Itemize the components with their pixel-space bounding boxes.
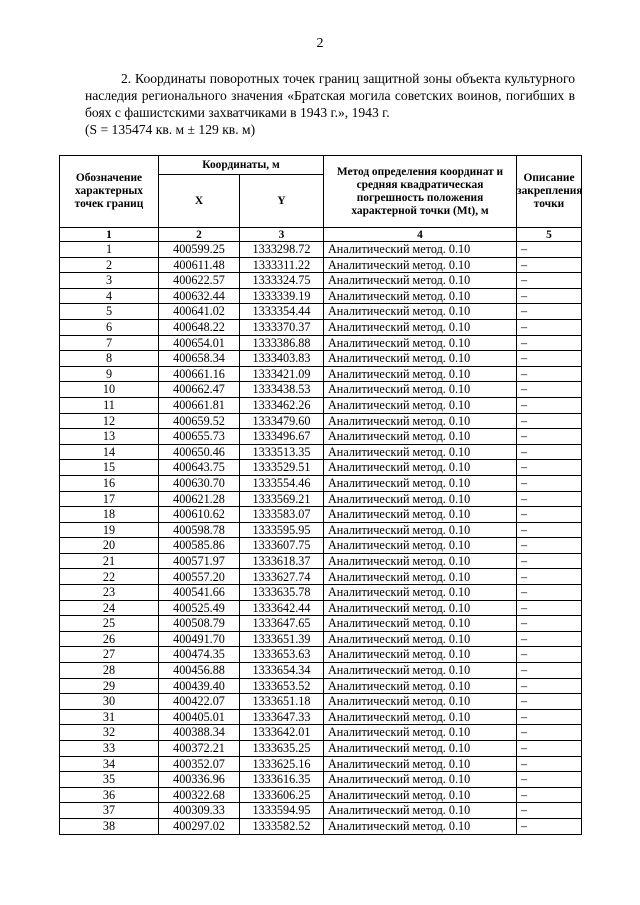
coord-x-cell: 400654.01 xyxy=(159,335,240,351)
point-id-cell: 11 xyxy=(60,397,159,413)
description-cell: – xyxy=(517,242,582,258)
method-cell: Аналитический метод. 0.10 xyxy=(324,444,517,460)
method-cell: Аналитический метод. 0.10 xyxy=(324,491,517,507)
table-row xyxy=(60,366,582,382)
method-cell: Аналитический метод. 0.10 xyxy=(324,787,517,803)
section-heading xyxy=(85,70,575,138)
header-point: Обозначение характерных точек границ xyxy=(60,156,159,228)
coord-y-cell: 1333625.16 xyxy=(240,756,324,772)
coord-x-cell: 400659.52 xyxy=(159,413,240,429)
description-cell: – xyxy=(517,257,582,273)
coord-y-cell: 1333642.44 xyxy=(240,600,324,616)
coord-y-cell: 1333651.39 xyxy=(240,631,324,647)
coord-y-cell: 1333653.52 xyxy=(240,678,324,694)
description-cell: – xyxy=(517,647,582,663)
coord-y-cell: 1333595.95 xyxy=(240,522,324,538)
table-row xyxy=(60,600,582,616)
point-id-cell: 34 xyxy=(60,756,159,772)
method-cell: Аналитический метод. 0.10 xyxy=(324,756,517,772)
description-cell: – xyxy=(517,522,582,538)
description-cell: – xyxy=(517,756,582,772)
description-cell: – xyxy=(517,335,582,351)
table-row xyxy=(60,460,582,476)
coord-y-cell: 1333479.60 xyxy=(240,413,324,429)
table-row xyxy=(60,397,582,413)
coord-x-cell: 400610.62 xyxy=(159,507,240,523)
description-cell: – xyxy=(517,288,582,304)
coord-y-cell: 1333607.75 xyxy=(240,538,324,554)
column-number: 3 xyxy=(240,228,324,242)
method-cell: Аналитический метод. 0.10 xyxy=(324,257,517,273)
point-id-cell: 23 xyxy=(60,585,159,601)
method-cell: Аналитический метод. 0.10 xyxy=(324,522,517,538)
table-row xyxy=(60,787,582,803)
coord-y-cell: 1333642.01 xyxy=(240,725,324,741)
coord-y-cell: 1333618.37 xyxy=(240,553,324,569)
table-row xyxy=(60,491,582,507)
description-cell: – xyxy=(517,351,582,367)
table-row xyxy=(60,475,582,491)
point-id-cell: 10 xyxy=(60,382,159,398)
description-cell: – xyxy=(517,787,582,803)
point-id-cell: 17 xyxy=(60,491,159,507)
coord-x-cell: 400648.22 xyxy=(159,319,240,335)
table-row xyxy=(60,756,582,772)
coord-y-cell: 1333386.88 xyxy=(240,335,324,351)
coord-x-cell: 400422.07 xyxy=(159,694,240,710)
coord-y-cell: 1333647.65 xyxy=(240,616,324,632)
description-cell: – xyxy=(517,460,582,476)
table-row xyxy=(60,507,582,523)
table-row xyxy=(60,335,582,351)
table-row xyxy=(60,273,582,289)
coord-y-cell: 1333496.67 xyxy=(240,429,324,445)
method-cell: Аналитический метод. 0.10 xyxy=(324,709,517,725)
method-cell: Аналитический метод. 0.10 xyxy=(324,647,517,663)
coord-x-cell: 400630.70 xyxy=(159,475,240,491)
coord-x-cell: 400474.35 xyxy=(159,647,240,663)
point-id-cell: 2 xyxy=(60,257,159,273)
method-cell: Аналитический метод. 0.10 xyxy=(324,273,517,289)
method-cell: Аналитический метод. 0.10 xyxy=(324,382,517,398)
method-cell: Аналитический метод. 0.10 xyxy=(324,319,517,335)
method-cell: Аналитический метод. 0.10 xyxy=(324,413,517,429)
method-cell: Аналитический метод. 0.10 xyxy=(324,242,517,258)
description-cell: – xyxy=(517,616,582,632)
coord-x-cell: 400571.97 xyxy=(159,553,240,569)
description-cell: – xyxy=(517,475,582,491)
method-cell: Аналитический метод. 0.10 xyxy=(324,397,517,413)
coord-x-cell: 400405.01 xyxy=(159,709,240,725)
coord-x-cell: 400643.75 xyxy=(159,460,240,476)
coord-y-cell: 1333462.26 xyxy=(240,397,324,413)
table-row xyxy=(60,553,582,569)
description-cell: – xyxy=(517,694,582,710)
coord-x-cell: 400352.07 xyxy=(159,756,240,772)
table-row xyxy=(60,585,582,601)
column-number: 1 xyxy=(60,228,159,242)
point-id-cell: 30 xyxy=(60,694,159,710)
point-id-cell: 19 xyxy=(60,522,159,538)
coord-x-cell: 400372.21 xyxy=(159,741,240,757)
description-cell: – xyxy=(517,319,582,335)
point-id-cell: 20 xyxy=(60,538,159,554)
description-cell: – xyxy=(517,663,582,679)
method-cell: Аналитический метод. 0.10 xyxy=(324,475,517,491)
coord-y-cell: 1333324.75 xyxy=(240,273,324,289)
point-id-cell: 24 xyxy=(60,600,159,616)
coord-y-cell: 1333647.33 xyxy=(240,709,324,725)
coord-y-cell: 1333606.25 xyxy=(240,787,324,803)
description-cell: – xyxy=(517,491,582,507)
method-cell: Аналитический метод. 0.10 xyxy=(324,351,517,367)
column-number: 2 xyxy=(159,228,240,242)
description-cell: – xyxy=(517,741,582,757)
point-id-cell: 22 xyxy=(60,569,159,585)
coord-x-cell: 400622.57 xyxy=(159,273,240,289)
description-cell: – xyxy=(517,709,582,725)
description-cell: – xyxy=(517,585,582,601)
coord-x-cell: 400585.86 xyxy=(159,538,240,554)
header-coordinates: Координаты, м xyxy=(159,156,324,175)
coord-x-cell: 400557.20 xyxy=(159,569,240,585)
description-cell: – xyxy=(517,273,582,289)
coord-x-cell: 400598.78 xyxy=(159,522,240,538)
table-row xyxy=(60,741,582,757)
point-id-cell: 15 xyxy=(60,460,159,476)
table-row xyxy=(60,694,582,710)
point-id-cell: 29 xyxy=(60,678,159,694)
coord-x-cell: 400541.66 xyxy=(159,585,240,601)
point-id-cell: 4 xyxy=(60,288,159,304)
table-row xyxy=(60,444,582,460)
method-cell: Аналитический метод. 0.10 xyxy=(324,725,517,741)
coord-x-cell: 400309.33 xyxy=(159,803,240,819)
description-cell: – xyxy=(517,366,582,382)
method-cell: Аналитический метод. 0.10 xyxy=(324,616,517,632)
description-cell: – xyxy=(517,397,582,413)
coord-y-cell: 1333654.34 xyxy=(240,663,324,679)
coord-y-cell: 1333627.74 xyxy=(240,569,324,585)
method-cell: Аналитический метод. 0.10 xyxy=(324,772,517,788)
coord-y-cell: 1333421.09 xyxy=(240,366,324,382)
coord-x-cell: 400650.46 xyxy=(159,444,240,460)
table-row xyxy=(60,413,582,429)
point-id-cell: 14 xyxy=(60,444,159,460)
coord-y-cell: 1333370.37 xyxy=(240,319,324,335)
coord-x-cell: 400661.81 xyxy=(159,397,240,413)
method-cell: Аналитический метод. 0.10 xyxy=(324,538,517,554)
table-row xyxy=(60,382,582,398)
table-row xyxy=(60,569,582,585)
table-row xyxy=(60,709,582,725)
coord-x-cell: 400336.96 xyxy=(159,772,240,788)
coord-y-cell: 1333311.22 xyxy=(240,257,324,273)
point-id-cell: 32 xyxy=(60,725,159,741)
coord-x-cell: 400611.48 xyxy=(159,257,240,273)
point-id-cell: 16 xyxy=(60,475,159,491)
method-cell: Аналитический метод. 0.10 xyxy=(324,585,517,601)
coord-x-cell: 400655.73 xyxy=(159,429,240,445)
point-id-cell: 6 xyxy=(60,319,159,335)
point-id-cell: 33 xyxy=(60,741,159,757)
coord-x-cell: 400491.70 xyxy=(159,631,240,647)
method-cell: Аналитический метод. 0.10 xyxy=(324,631,517,647)
coord-y-cell: 1333635.25 xyxy=(240,741,324,757)
method-cell: Аналитический метод. 0.10 xyxy=(324,288,517,304)
table-row xyxy=(60,616,582,632)
point-id-cell: 9 xyxy=(60,366,159,382)
description-cell: – xyxy=(517,631,582,647)
header-description: Описание закрепления точки xyxy=(517,156,582,228)
table-row xyxy=(60,522,582,538)
coord-x-cell: 400456.88 xyxy=(159,663,240,679)
coord-y-cell: 1333554.46 xyxy=(240,475,324,491)
point-id-cell: 21 xyxy=(60,553,159,569)
coord-x-cell: 400297.02 xyxy=(159,818,240,834)
heading-text: 2. Координаты поворотных точек границ защитной зоны объекта культурного наследия регионального значения «Братская могила советских воинов, погибших в боях с фашистскими захватчиками в 1943 г.», 1943 г. xyxy=(85,71,575,120)
point-id-cell: 36 xyxy=(60,787,159,803)
coord-y-cell: 1333529.51 xyxy=(240,460,324,476)
point-id-cell: 26 xyxy=(60,631,159,647)
table-row xyxy=(60,257,582,273)
method-cell: Аналитический метод. 0.10 xyxy=(324,335,517,351)
description-cell: – xyxy=(517,803,582,819)
point-id-cell: 8 xyxy=(60,351,159,367)
coord-x-cell: 400599.25 xyxy=(159,242,240,258)
coord-y-cell: 1333616.35 xyxy=(240,772,324,788)
coord-y-cell: 1333403.83 xyxy=(240,351,324,367)
description-cell: – xyxy=(517,818,582,834)
table-row xyxy=(60,818,582,834)
method-cell: Аналитический метод. 0.10 xyxy=(324,741,517,757)
table-row xyxy=(60,772,582,788)
coordinates-table xyxy=(59,155,582,835)
method-cell: Аналитический метод. 0.10 xyxy=(324,366,517,382)
coord-y-cell: 1333298.72 xyxy=(240,242,324,258)
description-cell: – xyxy=(517,444,582,460)
point-id-cell: 18 xyxy=(60,507,159,523)
coord-x-cell: 400322.68 xyxy=(159,787,240,803)
table-row xyxy=(60,647,582,663)
column-number: 4 xyxy=(324,228,517,242)
description-cell: – xyxy=(517,429,582,445)
coord-x-cell: 400388.34 xyxy=(159,725,240,741)
coord-y-cell: 1333513.35 xyxy=(240,444,324,460)
table-row xyxy=(60,631,582,647)
description-cell: – xyxy=(517,507,582,523)
table-row xyxy=(60,663,582,679)
description-cell: – xyxy=(517,725,582,741)
point-id-cell: 38 xyxy=(60,818,159,834)
header-x: X xyxy=(159,175,240,228)
coord-y-cell: 1333594.95 xyxy=(240,803,324,819)
table-row xyxy=(60,319,582,335)
coord-x-cell: 400632.44 xyxy=(159,288,240,304)
method-cell: Аналитический метод. 0.10 xyxy=(324,460,517,476)
table-row xyxy=(60,288,582,304)
method-cell: Аналитический метод. 0.10 xyxy=(324,304,517,320)
header-method: Метод определения координат и средняя квадратическая погрешность положения характерной точки (Mt), м xyxy=(324,156,517,228)
coord-y-cell: 1333635.78 xyxy=(240,585,324,601)
coord-y-cell: 1333651.18 xyxy=(240,694,324,710)
method-cell: Аналитический метод. 0.10 xyxy=(324,553,517,569)
description-cell: – xyxy=(517,553,582,569)
table-row xyxy=(60,351,582,367)
coord-y-cell: 1333569.21 xyxy=(240,491,324,507)
column-number: 5 xyxy=(517,228,582,242)
coord-y-cell: 1333653.63 xyxy=(240,647,324,663)
method-cell: Аналитический метод. 0.10 xyxy=(324,663,517,679)
point-id-cell: 12 xyxy=(60,413,159,429)
method-cell: Аналитический метод. 0.10 xyxy=(324,818,517,834)
coord-x-cell: 400621.28 xyxy=(159,491,240,507)
table-row xyxy=(60,725,582,741)
coord-y-cell: 1333438.53 xyxy=(240,382,324,398)
method-cell: Аналитический метод. 0.10 xyxy=(324,569,517,585)
method-cell: Аналитический метод. 0.10 xyxy=(324,600,517,616)
heading-area: (S = 135474 кв. м ± 129 кв. м) xyxy=(85,122,256,137)
description-cell: – xyxy=(517,600,582,616)
point-id-cell: 27 xyxy=(60,647,159,663)
table-row xyxy=(60,242,582,258)
method-cell: Аналитический метод. 0.10 xyxy=(324,429,517,445)
description-cell: – xyxy=(517,678,582,694)
coord-x-cell: 400439.40 xyxy=(159,678,240,694)
coord-x-cell: 400662.47 xyxy=(159,382,240,398)
coord-y-cell: 1333582.52 xyxy=(240,818,324,834)
coord-x-cell: 400641.02 xyxy=(159,304,240,320)
coord-y-cell: 1333354.44 xyxy=(240,304,324,320)
description-cell: – xyxy=(517,304,582,320)
table-row xyxy=(60,678,582,694)
point-id-cell: 13 xyxy=(60,429,159,445)
method-cell: Аналитический метод. 0.10 xyxy=(324,678,517,694)
point-id-cell: 3 xyxy=(60,273,159,289)
coord-x-cell: 400658.34 xyxy=(159,351,240,367)
coord-y-cell: 1333339.19 xyxy=(240,288,324,304)
table-row xyxy=(60,429,582,445)
header-y: Y xyxy=(240,175,324,228)
method-cell: Аналитический метод. 0.10 xyxy=(324,507,517,523)
description-cell: – xyxy=(517,772,582,788)
method-cell: Аналитический метод. 0.10 xyxy=(324,803,517,819)
point-id-cell: 7 xyxy=(60,335,159,351)
coord-y-cell: 1333583.07 xyxy=(240,507,324,523)
table-row xyxy=(60,304,582,320)
point-id-cell: 1 xyxy=(60,242,159,258)
point-id-cell: 28 xyxy=(60,663,159,679)
coord-x-cell: 400508.79 xyxy=(159,616,240,632)
point-id-cell: 5 xyxy=(60,304,159,320)
point-id-cell: 35 xyxy=(60,772,159,788)
description-cell: – xyxy=(517,538,582,554)
point-id-cell: 25 xyxy=(60,616,159,632)
coord-x-cell: 400525.49 xyxy=(159,600,240,616)
method-cell: Аналитический метод. 0.10 xyxy=(324,694,517,710)
table-row xyxy=(60,538,582,554)
description-cell: – xyxy=(517,413,582,429)
table-row xyxy=(60,803,582,819)
description-cell: – xyxy=(517,569,582,585)
description-cell: – xyxy=(517,382,582,398)
coord-x-cell: 400661.16 xyxy=(159,366,240,382)
table-body xyxy=(60,242,582,835)
point-id-cell: 31 xyxy=(60,709,159,725)
point-id-cell: 37 xyxy=(60,803,159,819)
page-number: 2 xyxy=(316,36,324,51)
